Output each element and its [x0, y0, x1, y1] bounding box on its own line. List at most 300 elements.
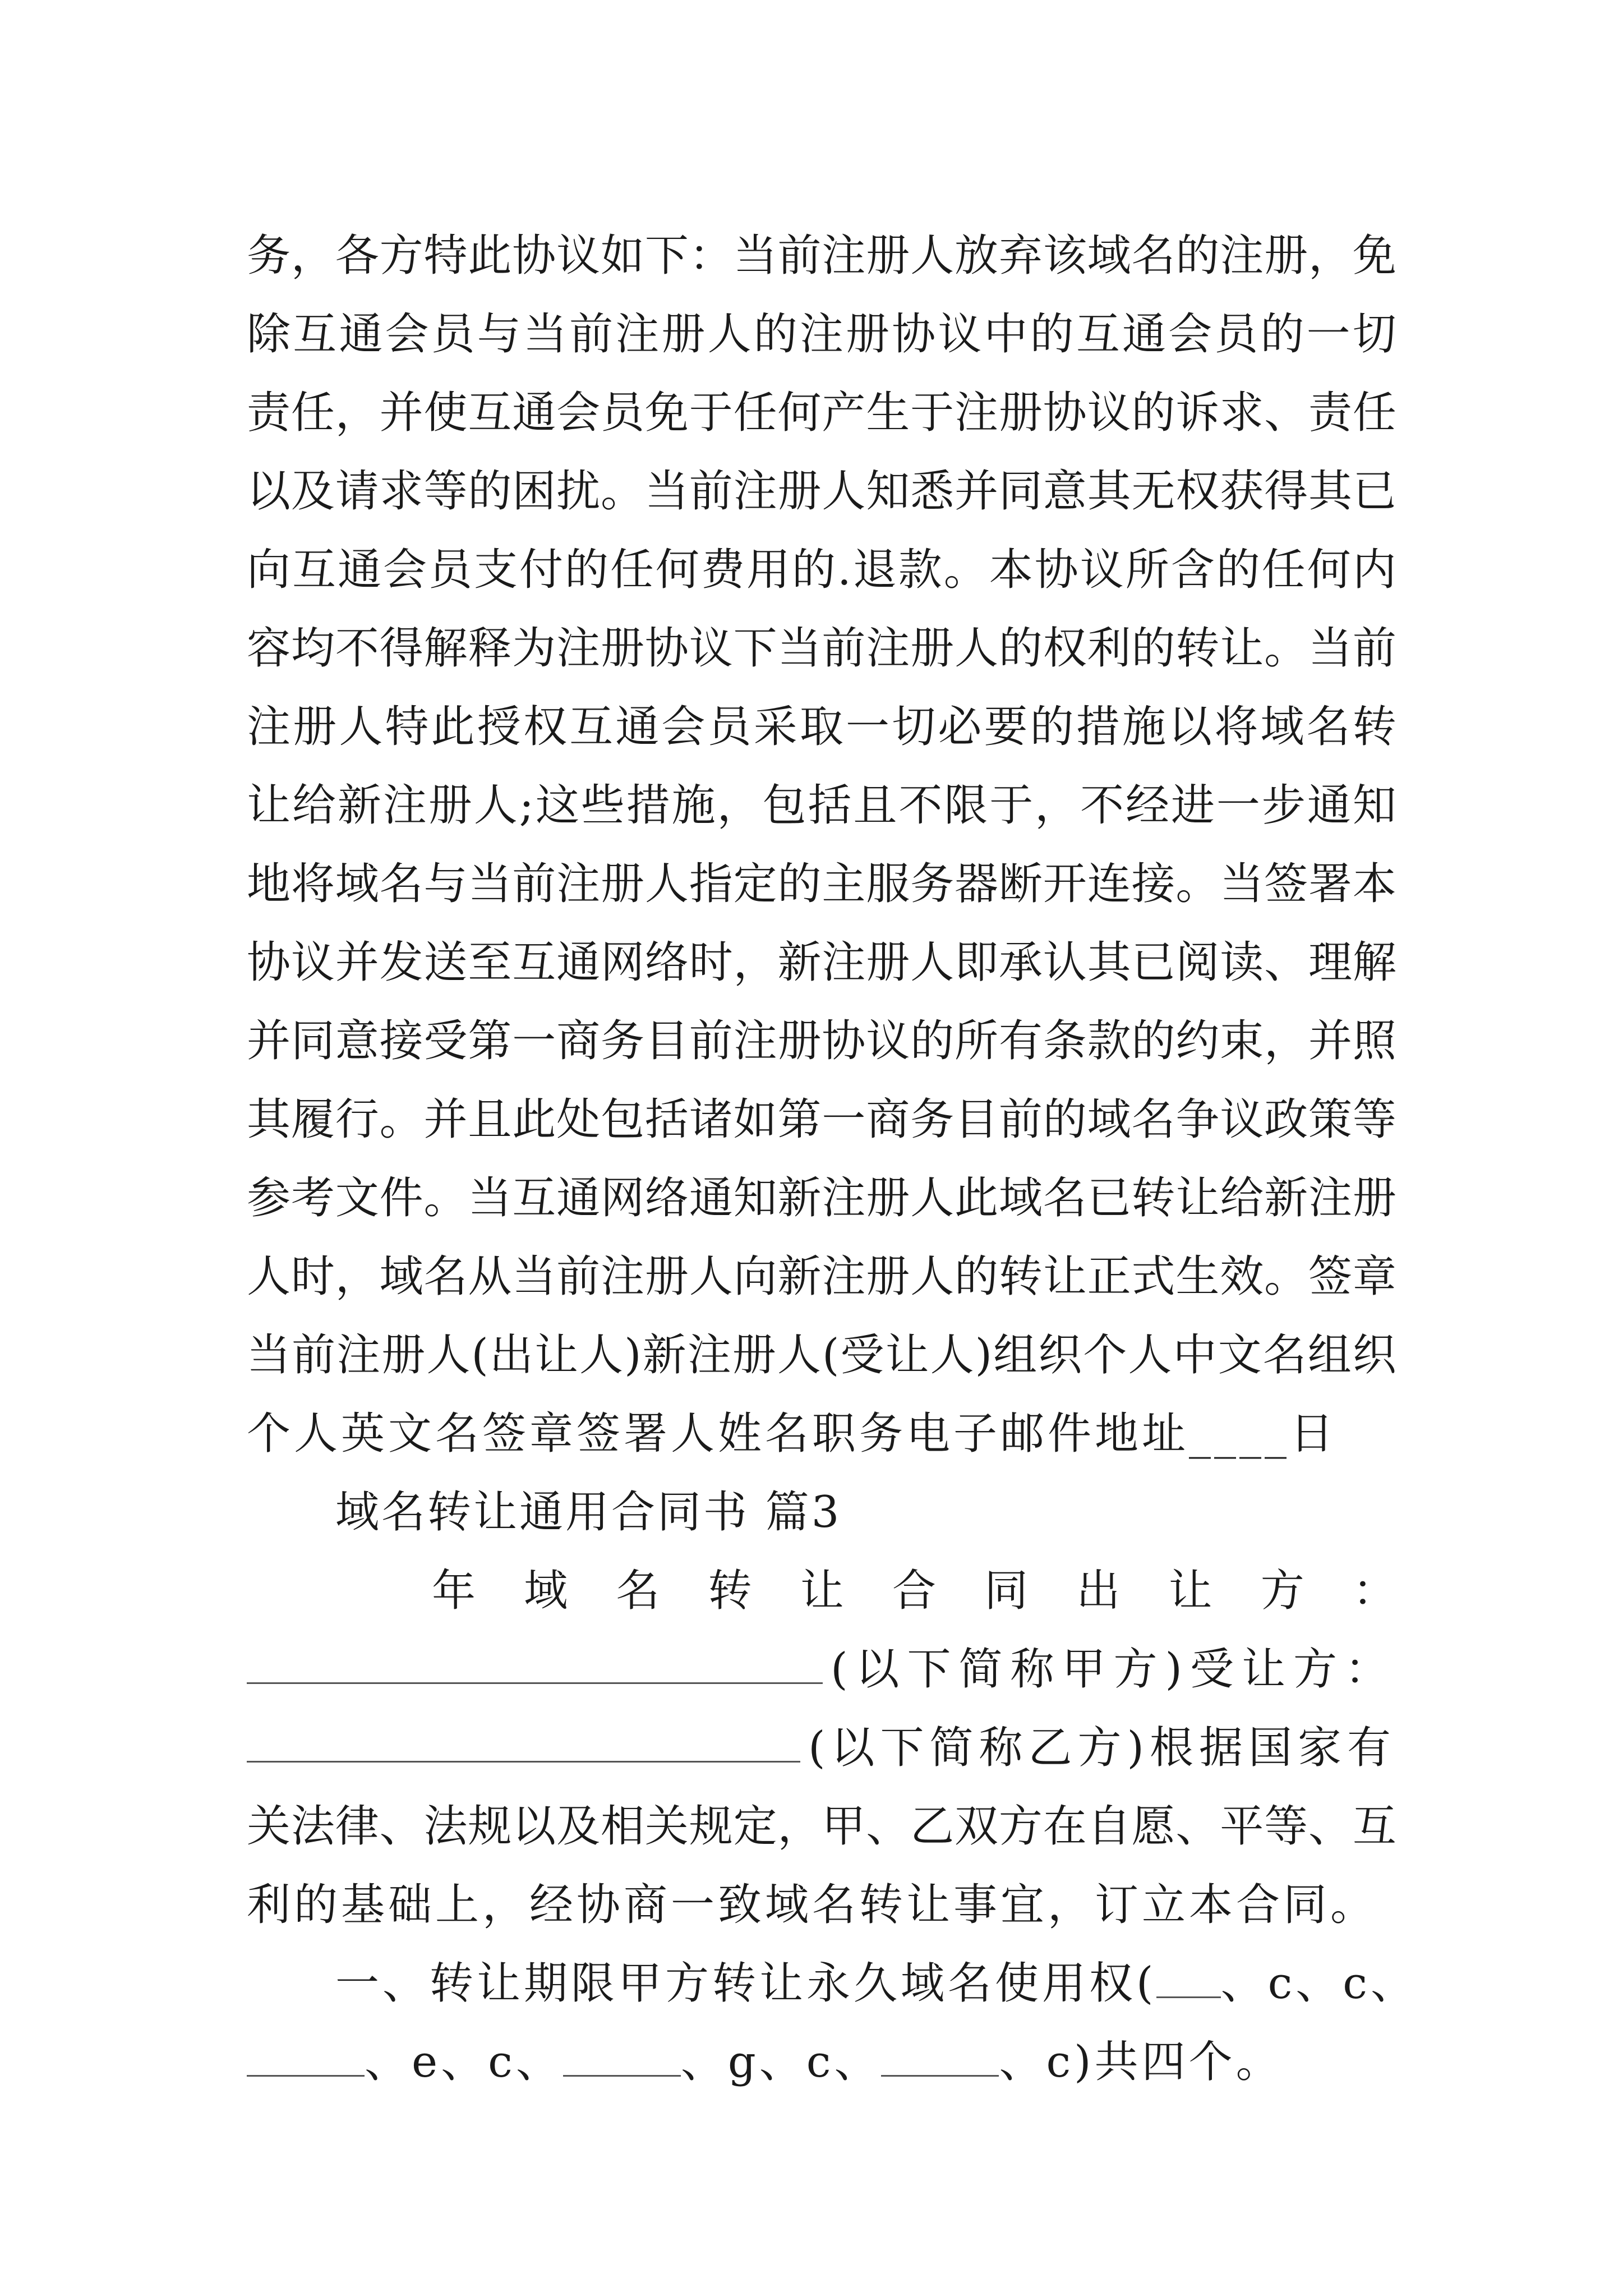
domain-blank-2[interactable]: [247, 2031, 365, 2077]
char: 产: [822, 388, 866, 438]
char: 取: [799, 702, 843, 752]
char: 经: [1126, 780, 1170, 831]
clause-1-segment-e: 、e、c、: [365, 2037, 563, 2087]
char: 乙: [910, 1801, 955, 1852]
char: 互: [569, 702, 614, 752]
char: 签: [1308, 1251, 1353, 1302]
char: 当: [468, 1173, 512, 1223]
char: 议: [556, 231, 601, 281]
char: ：: [1352, 1566, 1396, 1616]
char: 施: [671, 780, 716, 831]
char: 会: [661, 702, 706, 752]
char: 的: [565, 545, 609, 595]
char: (: [822, 1330, 840, 1381]
char: 下: [644, 231, 689, 281]
char: 人: [910, 1251, 955, 1302]
char: 以: [1168, 702, 1212, 752]
char: 退: [852, 545, 897, 595]
char: 同: [984, 1566, 1029, 1616]
clause-1-line: [335, 1950, 1418, 2017]
char: 协: [644, 623, 689, 674]
char: 名: [1043, 1173, 1087, 1223]
char: 承: [998, 937, 1043, 988]
char: 方: [379, 231, 423, 281]
char: 履: [291, 1094, 335, 1145]
char: 解: [423, 623, 468, 674]
char: 注: [955, 388, 999, 438]
char: 协: [1043, 388, 1087, 438]
char: 务: [910, 859, 955, 909]
char: 此: [955, 1173, 999, 1223]
text-line: [247, 1086, 1396, 1153]
char: 此: [512, 1094, 556, 1145]
char: 人: [777, 1330, 821, 1381]
char: 、: [1308, 1801, 1353, 1852]
char: 器: [955, 859, 999, 909]
char: 员: [707, 702, 751, 752]
char: 要: [984, 702, 1028, 752]
char: 免: [644, 388, 689, 438]
char: 年: [432, 1566, 476, 1616]
char: (: [471, 1330, 488, 1381]
char: 互: [512, 937, 556, 988]
char: 费: [701, 545, 745, 595]
char: 的: [1131, 388, 1175, 438]
char: 络: [644, 1173, 689, 1223]
text-line: [247, 615, 1396, 682]
char: 织: [1038, 1330, 1082, 1381]
char: 员: [1214, 309, 1258, 360]
char: 注: [1220, 231, 1264, 281]
char: 。: [379, 1094, 423, 1145]
char: ，: [733, 937, 777, 988]
char: 通: [512, 388, 556, 438]
char: 施: [1122, 702, 1166, 752]
char: 为: [512, 623, 556, 674]
char: 新: [777, 1173, 822, 1223]
char: 章: [1352, 1251, 1396, 1302]
char: ，: [1264, 1016, 1308, 1066]
char: 注: [799, 309, 843, 360]
char: 互: [293, 309, 337, 360]
char: 及: [291, 466, 335, 517]
char: 并: [247, 1016, 291, 1066]
char: 责: [247, 388, 291, 438]
char: 在: [1043, 1801, 1087, 1852]
char: 协: [1034, 545, 1078, 595]
char: 诉: [1175, 388, 1220, 438]
char: 、: [1175, 1801, 1220, 1852]
char: 考: [291, 1173, 335, 1223]
char: 通: [1307, 780, 1351, 831]
char: 并: [955, 466, 999, 517]
char: 新: [1264, 1173, 1308, 1223]
char: 员: [431, 309, 475, 360]
char: 不: [335, 623, 379, 674]
char: 议: [938, 309, 982, 360]
text-line-last: 个人英文名签章签署人姓名职务电子邮件地址____日: [247, 1409, 1338, 1459]
char: 络: [644, 937, 689, 988]
char: 如: [601, 231, 645, 281]
char: 议: [291, 937, 335, 988]
char: 从: [468, 1251, 512, 1302]
char: 式: [1131, 1251, 1175, 1302]
char: 进: [1170, 780, 1215, 831]
char: 授: [477, 702, 521, 752]
char: 将: [291, 859, 335, 909]
char: 定: [733, 1801, 777, 1852]
char: 接: [379, 1016, 423, 1066]
char: 措: [626, 780, 670, 831]
char: 合: [892, 1566, 936, 1616]
char: 让: [885, 1330, 929, 1381]
char: 款: [898, 545, 942, 595]
char: 当: [1308, 623, 1353, 674]
char: 域: [335, 859, 379, 909]
char: 知: [866, 466, 910, 517]
char: 让: [247, 780, 291, 831]
char: 如: [733, 1094, 777, 1145]
char: 获: [1220, 466, 1264, 517]
char: 责: [1308, 388, 1353, 438]
char: 求: [379, 466, 423, 517]
char: 人: [910, 1173, 955, 1223]
char: 括: [644, 1094, 689, 1145]
char: 策: [1308, 1094, 1353, 1145]
char: 会: [1168, 309, 1212, 360]
char: 地: [247, 859, 291, 909]
char: 即: [955, 937, 999, 988]
char: 新: [777, 1251, 822, 1302]
char: 注: [556, 623, 601, 674]
char: 。: [601, 466, 645, 517]
char: 至: [468, 937, 512, 988]
char: 人: [955, 623, 999, 674]
char: 册: [732, 1330, 776, 1381]
char: 册: [866, 937, 910, 988]
char: 等: [1352, 1094, 1396, 1145]
char: 当: [247, 1330, 291, 1381]
char: 行: [335, 1094, 379, 1145]
char: 议: [1080, 545, 1124, 595]
char: 得: [1264, 466, 1308, 517]
char: 的: [1175, 231, 1220, 281]
char: 文: [1218, 1330, 1262, 1381]
char: 签: [1264, 859, 1308, 909]
char: 释: [468, 623, 512, 674]
char: 时: [689, 937, 733, 988]
char: 悉: [910, 466, 955, 517]
char: 当: [1220, 859, 1264, 909]
char: 册: [910, 623, 955, 674]
text-line: [247, 772, 1396, 839]
char: 转: [1175, 623, 1220, 674]
char: 人: [247, 1251, 291, 1302]
char: 一: [846, 702, 890, 752]
char: 参: [247, 1173, 291, 1223]
char: 内: [1352, 545, 1396, 595]
char: 利: [1087, 623, 1131, 674]
char: 名: [616, 1566, 660, 1616]
char: 会: [556, 388, 601, 438]
text-line: [247, 1793, 1396, 1860]
char: 关: [644, 1801, 689, 1852]
char: 的: [1260, 309, 1304, 360]
char: 其: [1308, 466, 1353, 517]
char: 注: [556, 859, 601, 909]
char: 注: [1308, 1173, 1353, 1223]
char: 协: [892, 309, 936, 360]
char: 何: [1307, 545, 1351, 595]
party-a-blank[interactable]: [247, 1639, 823, 1684]
char: 特: [385, 702, 429, 752]
char: 当: [468, 859, 512, 909]
char: 当: [777, 623, 822, 674]
char: 于: [989, 780, 1034, 831]
char: 服: [866, 859, 910, 909]
char: 册: [866, 1173, 910, 1223]
domain-blank-1[interactable]: [1156, 1953, 1220, 1998]
char: 同: [291, 1016, 335, 1066]
char: 权: [1043, 623, 1087, 674]
char: 无: [1131, 466, 1175, 517]
char: 新: [337, 780, 381, 831]
char: 注: [822, 1173, 866, 1223]
char: 域: [1260, 702, 1304, 752]
char: 册: [1352, 1173, 1396, 1223]
char: 照: [1352, 1016, 1396, 1066]
char: 法: [291, 1801, 335, 1852]
char: 包: [601, 1094, 645, 1145]
char: 组: [1307, 1330, 1352, 1381]
char: ：: [689, 231, 733, 281]
char: 权: [1175, 466, 1220, 517]
char: ，: [1308, 231, 1353, 281]
char: 定: [733, 859, 777, 909]
char: 通: [556, 937, 601, 988]
char: 域: [998, 1173, 1043, 1223]
char: 等: [423, 466, 468, 517]
party-b-line: [247, 1714, 1396, 1782]
char: 相: [601, 1801, 645, 1852]
char: 任: [733, 388, 777, 438]
char: 平: [1220, 1801, 1264, 1852]
char: 互: [1352, 1801, 1396, 1852]
char: 务: [910, 1094, 955, 1145]
char: 通: [339, 309, 383, 360]
char: 前: [292, 1330, 336, 1381]
char: 前: [512, 859, 556, 909]
char: ，: [291, 231, 335, 281]
text-line: [247, 379, 1396, 447]
char: 注: [601, 1251, 645, 1302]
char: 、: [1264, 388, 1308, 438]
char: 限: [944, 780, 988, 831]
char: 人: [339, 702, 383, 752]
char: 前: [689, 1016, 733, 1066]
char: 一: [512, 1016, 556, 1066]
char: 互: [468, 388, 512, 438]
party-b-blank[interactable]: [247, 1717, 800, 1763]
char: 会: [383, 545, 427, 595]
char: 阅: [1175, 937, 1220, 988]
char: 注: [822, 231, 866, 281]
char: 注: [247, 702, 291, 752]
char: 权: [523, 702, 567, 752]
char: 于: [910, 388, 955, 438]
text-line: [247, 1165, 1396, 1232]
char: 互: [292, 545, 336, 595]
clause-1-segment: 、c、c、: [1220, 1958, 1418, 2009]
char: 各: [335, 231, 379, 281]
char: 知: [733, 1173, 777, 1223]
char: 主: [822, 859, 866, 909]
char: 的: [955, 1251, 999, 1302]
char: 此: [431, 702, 475, 752]
char: 步: [1261, 780, 1306, 831]
char: 册: [866, 231, 910, 281]
char: 转: [998, 1251, 1043, 1302]
char: 署: [1308, 859, 1353, 909]
char: 效: [1220, 1251, 1264, 1302]
char: 括: [808, 780, 852, 831]
char: 商: [866, 1094, 910, 1145]
char: 何: [656, 545, 700, 595]
char: 该: [1043, 231, 1087, 281]
char: 不: [1080, 780, 1124, 831]
char: 域: [379, 1251, 423, 1302]
char: 任: [1352, 388, 1396, 438]
char: 处: [556, 1094, 601, 1145]
char: 得: [379, 623, 423, 674]
char: 让: [1175, 1173, 1220, 1223]
char: 第: [777, 1094, 822, 1145]
clause-1-segment-g: 、g、c、: [680, 2037, 882, 2087]
char: 员: [428, 545, 473, 595]
char: 正: [1087, 1251, 1131, 1302]
char: .: [837, 545, 851, 595]
char: 所: [955, 1016, 999, 1066]
char: 并: [335, 937, 379, 988]
text-line: [247, 1007, 1396, 1075]
domain-blank-4[interactable]: [881, 2031, 999, 2077]
clause-1-end: 、c)共四个。: [999, 2037, 1283, 2087]
char: 。: [1175, 859, 1220, 909]
char: ): [624, 1330, 642, 1381]
char: 前: [777, 231, 822, 281]
char: 意: [335, 1016, 379, 1066]
char: 并: [379, 388, 423, 438]
char: ，: [335, 1251, 379, 1302]
char: 不: [898, 780, 943, 831]
char: 法: [423, 1801, 468, 1852]
char: 当: [644, 466, 689, 517]
char: 目: [955, 1094, 999, 1145]
char: 注: [822, 1251, 866, 1302]
char: 议: [866, 1016, 910, 1066]
char: 且: [468, 1094, 512, 1145]
char: 请: [335, 466, 379, 517]
char: 付: [519, 545, 564, 595]
char: 前: [822, 623, 866, 674]
char: ，: [1035, 780, 1079, 831]
char: 册: [777, 466, 822, 517]
char: 协: [247, 937, 291, 988]
char: 发: [379, 937, 423, 988]
char: 互: [512, 1173, 556, 1223]
char: 注: [687, 1330, 731, 1381]
text-line: [247, 1243, 1396, 1310]
char: 的: [1030, 702, 1074, 752]
char: 向: [733, 1251, 777, 1302]
char: 以: [247, 466, 291, 517]
char: 名: [1262, 1330, 1307, 1381]
char: 同: [998, 466, 1043, 517]
char: 册: [601, 859, 645, 909]
char: 与: [477, 309, 521, 360]
char: 注: [866, 623, 910, 674]
clause-1-start: 一、转让期限甲方转让永久域名使用权(: [335, 1958, 1157, 2009]
char: 这: [535, 780, 579, 831]
char: 。: [423, 1173, 468, 1223]
char: 。: [943, 545, 988, 595]
char: 及: [556, 1801, 601, 1852]
char: 容: [247, 623, 291, 674]
char: 名: [379, 859, 423, 909]
text-line: [247, 536, 1396, 604]
char: 册: [777, 1016, 822, 1066]
char: 人: [579, 1330, 624, 1381]
text-line: 利的基础上，经协商一致域名转让事宜，订立本合同。: [247, 1880, 1378, 1930]
char: 任: [291, 388, 335, 438]
char: 理: [1308, 937, 1353, 988]
char: 的: [1216, 545, 1260, 595]
char: 其: [1087, 466, 1131, 517]
party-a-suffix: (以下简称甲方)受让方：: [831, 1644, 1396, 1695]
char: 人: [473, 780, 518, 831]
char: 已: [1131, 937, 1175, 988]
char: 网: [601, 937, 645, 988]
char: 注: [615, 309, 660, 360]
char: 特: [423, 231, 468, 281]
char: 一: [822, 1094, 866, 1145]
char: 放: [955, 231, 999, 281]
char: 网: [601, 1173, 645, 1223]
char: 时: [291, 1251, 335, 1302]
char: 册: [428, 780, 472, 831]
char: 的: [910, 1016, 955, 1066]
char: 接: [1131, 859, 1175, 909]
text-line: [247, 929, 1396, 996]
char: 解: [1352, 937, 1396, 988]
char: 让: [1220, 623, 1264, 674]
domain-blank-3[interactable]: [563, 2031, 681, 2077]
char: 将: [1214, 702, 1258, 752]
char: 困: [512, 466, 556, 517]
char: 本: [989, 545, 1033, 595]
char: 注: [336, 1330, 381, 1381]
char: 注: [733, 466, 777, 517]
char: 指: [689, 859, 733, 909]
char: 册: [661, 309, 706, 360]
char: 切: [1352, 309, 1396, 360]
char: 的: [777, 859, 822, 909]
char: 出: [489, 1330, 533, 1381]
char: 生: [1175, 1251, 1220, 1302]
char: 务: [247, 231, 291, 281]
text-line: [247, 222, 1396, 289]
char: 中: [1173, 1330, 1217, 1381]
